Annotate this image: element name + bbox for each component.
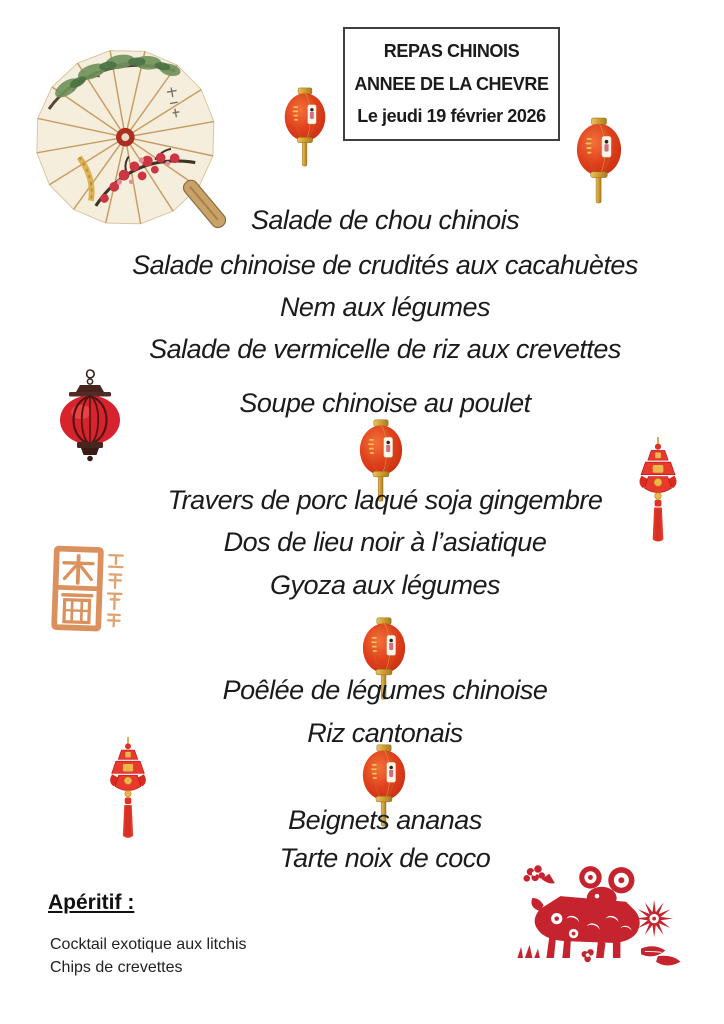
menu-item-main-1: Travers de porc laqué soja gingembre [167, 485, 603, 515]
menu-item-side-1: Poêlée de légumes chinoise [222, 675, 548, 705]
menu-item-starter-2: Salade chinoise de crudités aux cacahuètes [132, 250, 638, 280]
red-lantern-icon [574, 117, 624, 204]
menu-item-starter-3: Nem aux légumes [279, 292, 491, 322]
menu-item-starter-1: Salade de chou chinois [250, 205, 520, 235]
menu-item-side-2: Riz cantonais [307, 718, 463, 748]
menu-item-dessert-1: Beignets ananas [288, 805, 482, 835]
menu-item-main-3: Gyoza aux légumes [269, 570, 501, 600]
aperitif-title: Apéritif : [48, 891, 135, 914]
header-subtitle: ANNEE DE LA CHEVRE [354, 73, 549, 94]
header-title: REPAS CHINOIS [383, 40, 520, 61]
menu-item-dessert-2: Tarte noix de coco [279, 843, 491, 873]
menu-item-soup: Soupe chinoise au poulet [239, 388, 531, 418]
red-lantern-icon [282, 87, 328, 167]
menu-item-starter-4: Salade de vermicelle de riz aux crevettes [149, 334, 621, 364]
header-box [343, 27, 560, 141]
header-date: Le jeudi 19 février 2026 [357, 106, 546, 127]
aperitif-item-1: Cocktail exotique aux litchis [50, 936, 247, 953]
aperitif-item-2: Chips de crevettes [50, 959, 183, 976]
menu-item-main-2: Dos de lieu noir à l’asiatique [223, 527, 547, 557]
